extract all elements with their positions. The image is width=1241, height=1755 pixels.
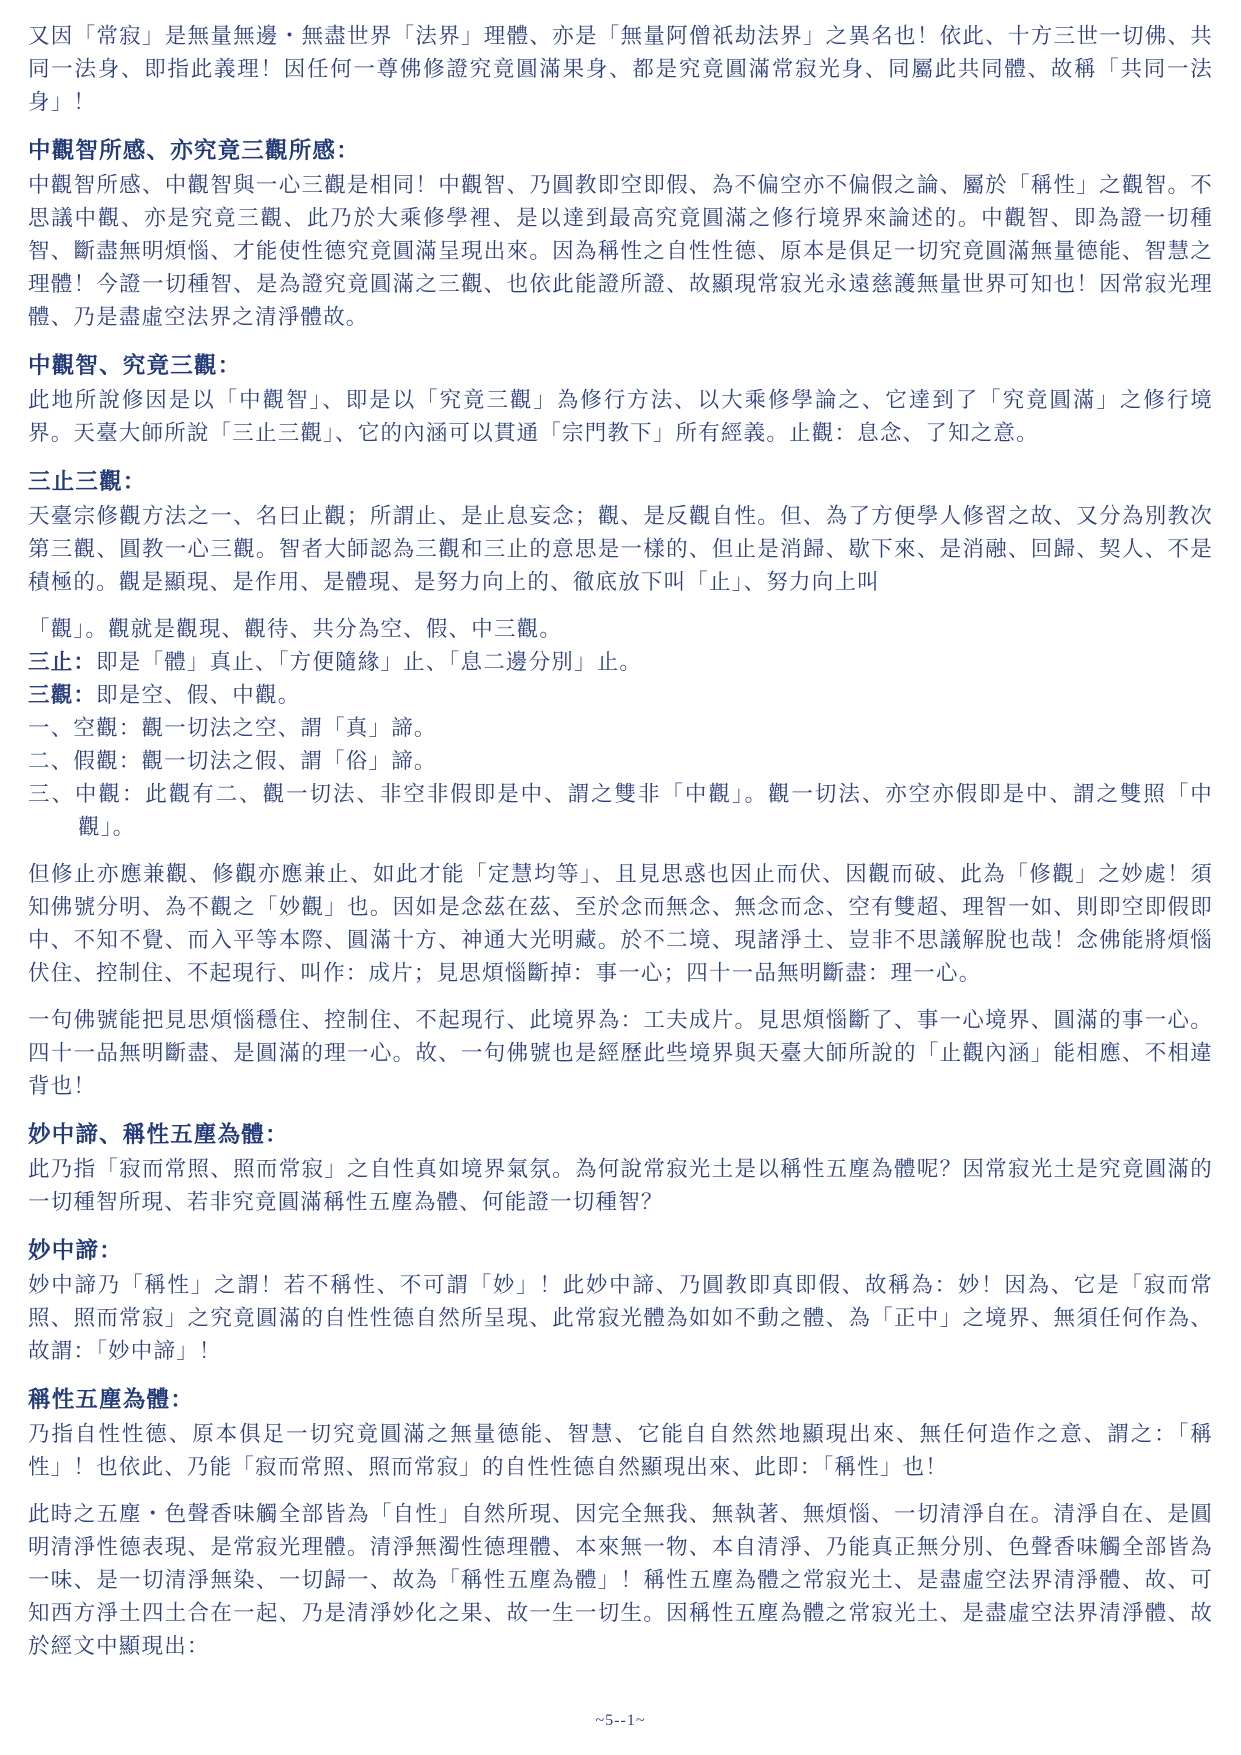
section-heading: 三止三觀： — [28, 469, 147, 495]
list-item-kongguan: 一、空觀：觀一切法之空、謂「真」諦。 — [28, 716, 437, 741]
section-body: 此乃指「寂而常照、照而常寂」之自性真如境界氣氛。為何說常寂光土是以稱性五塵為體呢？因常寂光土是究竟圓滿的一切種智所現、若非究竟圓滿稱性五塵為體、何能證一切種智？ — [28, 1157, 1213, 1215]
final-paragraph: 此時之五塵・色聲香味觸全部皆為「自性」自然所現、因完全無我、無執著、無煩惱、一切清淨自在。清淨自在、是圓明清淨性德表現、是常寂光理體。清淨無濁性德理體、本來無一物、本自清淨、乃能真正無分別、色聲香味觸全部皆為一味、是一切清淨無染、一切歸一、故為「稱性五塵為體」！稱性五塵為體之常寂光土、是盡虛空法界清淨體、故、可知西方淨土四土合在一起、乃是清淨妙化之果、故一生一切生。因稱性五塵為體之常寂光土、是盡虛空法界清淨體、故於經文中顯現出： — [28, 1502, 1213, 1659]
section-heading: 妙中諦： — [28, 1238, 123, 1264]
section-heading: 中觀智、究竟三觀： — [28, 353, 242, 379]
page-number: ~5--1~ — [595, 1712, 646, 1729]
document-page — [28, 20, 1213, 1663]
list-item-jiaguan: 二、假觀：觀一切法之假、謂「俗」諦。 — [28, 749, 437, 774]
guan-definition-line: 「觀」。觀就是觀現、觀待、共分為空、假、中三觀。 — [28, 617, 563, 642]
section-sanzhi-sanguan — [28, 464, 1213, 1103]
section-heading: 中觀智所感、亦究竟三觀所感： — [28, 138, 360, 164]
sanzhi-text: 即是「體」真止、「方便隨緣」止、「息二邊分別」止。 — [96, 650, 643, 675]
section-miaozhongdi-chengxing — [28, 1117, 1213, 1219]
intro-paragraph: 又因「常寂」是無量無邊・無盡世界「法界」理體、亦是「無量阿僧祇劫法界」之異名也！依此、十方三世一切佛、共同一法身、即指此義理！因任何一尊佛修證究竟圓滿果身、都是究竟圓滿常寂光身、同屬此共同體、故稱「共同一法身」！ — [28, 24, 1213, 115]
section-body: 此地所說修因是以「中觀智」、即是以「究竟三觀」為修行方法、以大乘修學論之、它達到了「究竟圓滿」之修行境界。天臺大師所說「三止三觀」、它的內涵可以貫通「宗門教下」所有經義。止觀：息念、了知之意。 — [28, 388, 1213, 446]
section-zhongguanzhi-suogan — [28, 133, 1213, 334]
sanguan-line — [28, 679, 1213, 712]
sanguan-label: 三觀： — [28, 683, 97, 708]
section-body: 乃指自性性德、原本俱足一切究竟圓滿之無量德能、智慧、它能自自然然地顯現出來、無任何造作之意、謂之：「稱性」！也依此、乃能「寂而常照、照而常寂」的自性性德自然顯現出來、此即：「稱性」也！ — [28, 1422, 1213, 1480]
section-heading: 妙中諦、稱性五塵為體： — [28, 1122, 289, 1148]
fohao-paragraph: 一句佛號能把見思煩惱穩住、控制住、不起現行、此境界為：工夫成片。見思煩惱斷了、事一心境界、圓滿的事一心。四十一品無明斷盡、是圓滿的理一心。故、一句佛號也是經歷此些境界與天臺大師所說的「止觀內涵」能相應、不相違背也！ — [28, 1008, 1213, 1099]
section-body: 妙中諦乃「稱性」之謂！若不稱性、不可謂「妙」！此妙中諦、乃圓教即真即假、故稱為：妙！因為、它是「寂而常照、照而常寂」之究竟圓滿的自性性德自然所呈現、此常寂光體為如如不動之體、為「正中」之境界、無須任何作為、故謂：「妙中諦」！ — [28, 1273, 1213, 1364]
section-zhongguanzhi-jiujing — [28, 348, 1213, 450]
section-heading: 稱性五塵為體： — [28, 1387, 194, 1413]
sanzhi-line — [28, 646, 1213, 679]
sanzhi-label: 三止： — [28, 650, 97, 675]
list-item-zhongguan: 三、中觀：此觀有二、觀一切法、非空非假即是中、謂之雙非「中觀」。觀一切法、亦空亦假即是中、謂之雙照「中觀」。 — [28, 782, 1213, 840]
section-miaozhongdi — [28, 1233, 1213, 1368]
sanguan-text: 即是空、假、中觀。 — [96, 683, 301, 708]
section-body: 天臺宗修觀方法之一、名曰止觀；所謂止、是止息妄念；觀、是反觀自性。但、為了方便學人修習之故、又分為別教次第三觀、圓教一心三觀。智者大師認為三觀和三止的意思是一樣的、但止是消歸、歇下來、是消融、回歸、契人、不是積極的。觀是顯現、是作用、是體現、是努力向上的、徹底放下叫「止」、努力向上叫 — [28, 504, 1213, 595]
section-body: 中觀智所感、中觀智與一心三觀是相同！中觀智、乃圓教即空即假、為不偏空亦不偏假之論、屬於「稱性」之觀智。不思議中觀、亦是究竟三觀、此乃於大乘修學裡、是以達到最高究竟圓滿之修行境界來論述的。中觀智、即為證一切種智、斷盡無明煩惱、才能使性德究竟圓滿呈現出來。因為稱性之自性性德、原本是俱足一切究竟圓滿無量德能、智慧之理體！今證一切種智、是為證究竟圓滿之三觀、也依此能證所證、故顯現常寂光永遠慈護無量世界可知也！因常寂光理體、乃是盡虛空法界之清淨體故。 — [28, 173, 1213, 330]
xiuzhi-paragraph: 但修止亦應兼觀、修觀亦應兼止、如此才能「定慧均等」、且見思惑也因止而伏、因觀而破、此為「修觀」之妙處！須知佛號分明、為不觀之「妙觀」也。因如是念茲在茲、至於念而無念、無念而念、空有雙超、理智一如、則即空即假即中、不知不覺、而入平等本際、圓滿十方、神通大光明藏。於不二境、現諸淨土、豈非不思議解脫也哉！念佛能將煩惱伏住、控制住、不起現行、叫作：成片；見思煩惱斷掉：事一心；四十一品無明斷盡：理一心。 — [28, 862, 1213, 986]
section-chengxing-wuchen — [28, 1382, 1213, 1663]
